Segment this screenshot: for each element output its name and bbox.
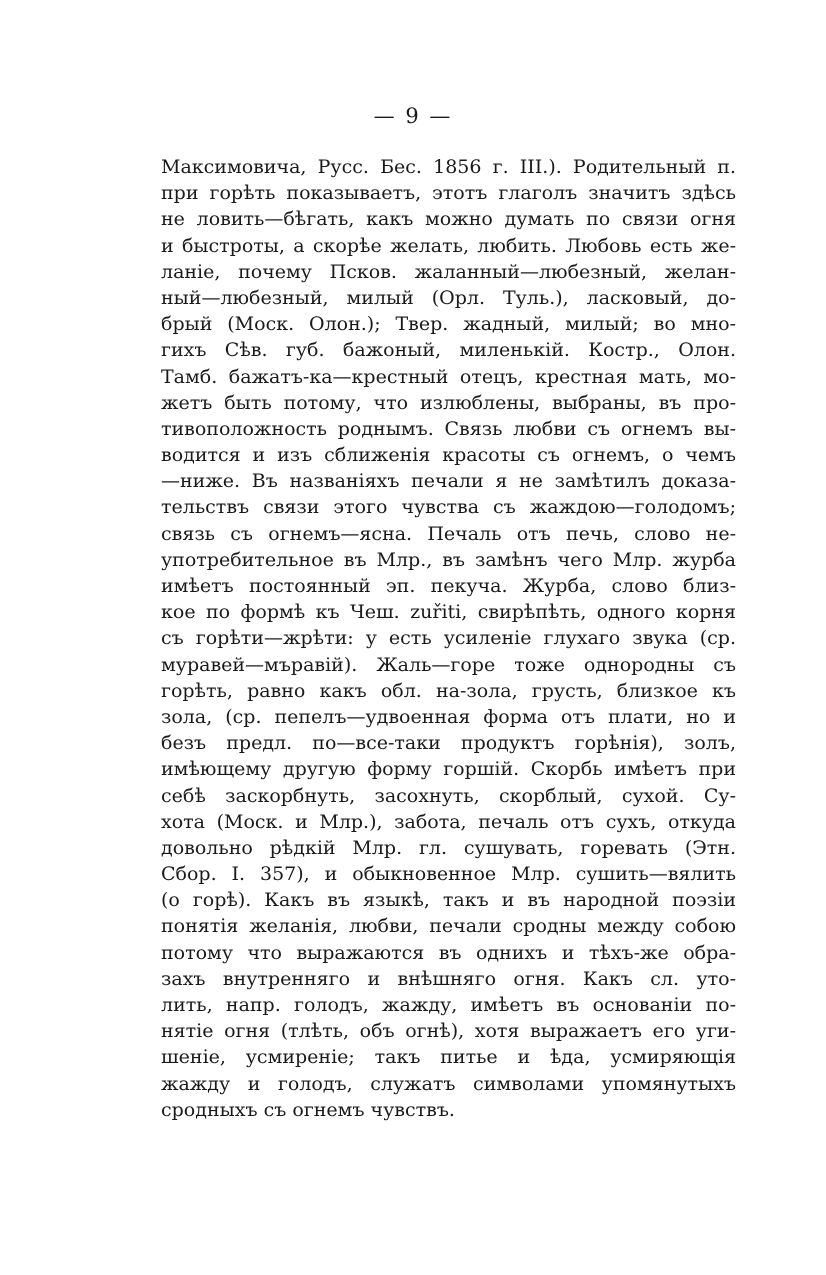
text-line: захъ внутренняго и внѣшняго огня. Какъ сл. уто- (161, 967, 736, 990)
text-line: брый (Моск. Олон.); Твер. жадный, милый; во мно- (161, 313, 736, 336)
body-text (161, 154, 736, 1123)
text-line: нятіе огня (тлѣть, объ огнѣ), хотя выражаетъ его уги- (161, 1020, 736, 1043)
text-line: себѣ заскорбнуть, засохнуть, скорблый, сухой. Су- (161, 784, 736, 807)
text-line: понятія желанія, любви, печали сродны между собою (161, 915, 736, 938)
text-line: жажду и голодъ, служатъ символами упомянутыхъ (161, 1072, 736, 1095)
text-line: (о горѣ). Какъ въ языкѣ, такъ и въ народной поэзіи (161, 889, 736, 912)
text-line: Сбор. I. 357), и обыкновенное Млр. сушить—вялить (161, 863, 736, 886)
page-number: — 9 — (373, 104, 453, 128)
text-line: и быстроты, а скорѣе желать, любить. Любовь есть же- (161, 234, 736, 257)
text-line: ланіе, почему Псков. жаланный—любезный, желан- (161, 260, 736, 283)
text-line: лить, напр. голодъ, жажду, имѣетъ въ основаніи по- (161, 994, 736, 1016)
text-line: имѣетъ постоянный эп. пекуча. Журба, слово близ- (161, 575, 736, 597)
text-line: употребительное въ Млр., въ замѣнъ чего Млр. журба (161, 548, 736, 571)
text-line: жетъ быть потому, что излюблены, выбраны, въ про- (161, 391, 736, 414)
text-line-last: сродныхъ съ огнемъ чувствъ. (161, 1098, 455, 1121)
text-line: съ горѣти—жрѣти: у есть усиленіе глухаго звука (ср. (161, 627, 736, 650)
text-line: муравей—мъравій). Жаль—горе тоже однородны съ (161, 653, 736, 676)
text-line: тельствъ связи этого чувства съ жаждою—голодомъ; (161, 496, 736, 519)
text-line: довольно рѣдкій Млр. гл. сушувать, горевать (Этн. (161, 836, 736, 859)
text-line: при горѣть показываетъ, этотъ глаголъ значитъ здѣсь (161, 182, 736, 205)
text-line: Тамб. бажатъ-ка—крестный отецъ, крестная мать, мо- (161, 365, 736, 388)
text-line: хота (Моск. и Млр.), забота, печаль отъ сухъ, откуда (161, 810, 736, 833)
text-line: тивоположность роднымъ. Связь любви съ огнемъ вы- (161, 417, 736, 440)
text-line: водится и изъ сближенія красоты съ огнемъ, о чемъ (161, 444, 736, 467)
text-line: безъ предл. по—все-таки продуктъ горѣнія), золъ, (161, 732, 736, 755)
text-line: шеніе, усмиреніе; такъ питье и ѣда, усмиряющія (161, 1046, 736, 1069)
text-line: ный—любезный, милый (Орл. Туль.), ласковый, до- (161, 286, 736, 309)
text-line: гихъ Сѣв. губ. бажоный, миленькій. Костр., Олон. (161, 339, 736, 362)
text-line: зола, (ср. пепелъ—удвоенная форма отъ плати, но и (161, 705, 736, 728)
text-line: связь съ огнемъ—ясна. Печаль отъ печь, слово не- (161, 522, 736, 545)
text-line: Максимовича, Русс. Бес. 1856 г. III.). Родительный п. (161, 156, 736, 178)
text-line: потому что выражаются въ однихъ и тѣхъ-же обра- (161, 941, 736, 964)
text-line: горѣть, равно какъ обл. на-зола, грусть, близкое къ (161, 679, 736, 702)
text-line: кое по формѣ къ Чеш. zuřiti, свирѣпѣть, одного корня (161, 601, 736, 624)
text-line: не ловить—бѣгать, какъ можно думать по связи огня (161, 208, 736, 231)
text-line: имѣющему другую форму горшій. Скорбь имѣетъ при (161, 758, 736, 781)
text-line: —ниже. Въ названіяхъ печали я не замѣтилъ доказа- (161, 470, 736, 493)
